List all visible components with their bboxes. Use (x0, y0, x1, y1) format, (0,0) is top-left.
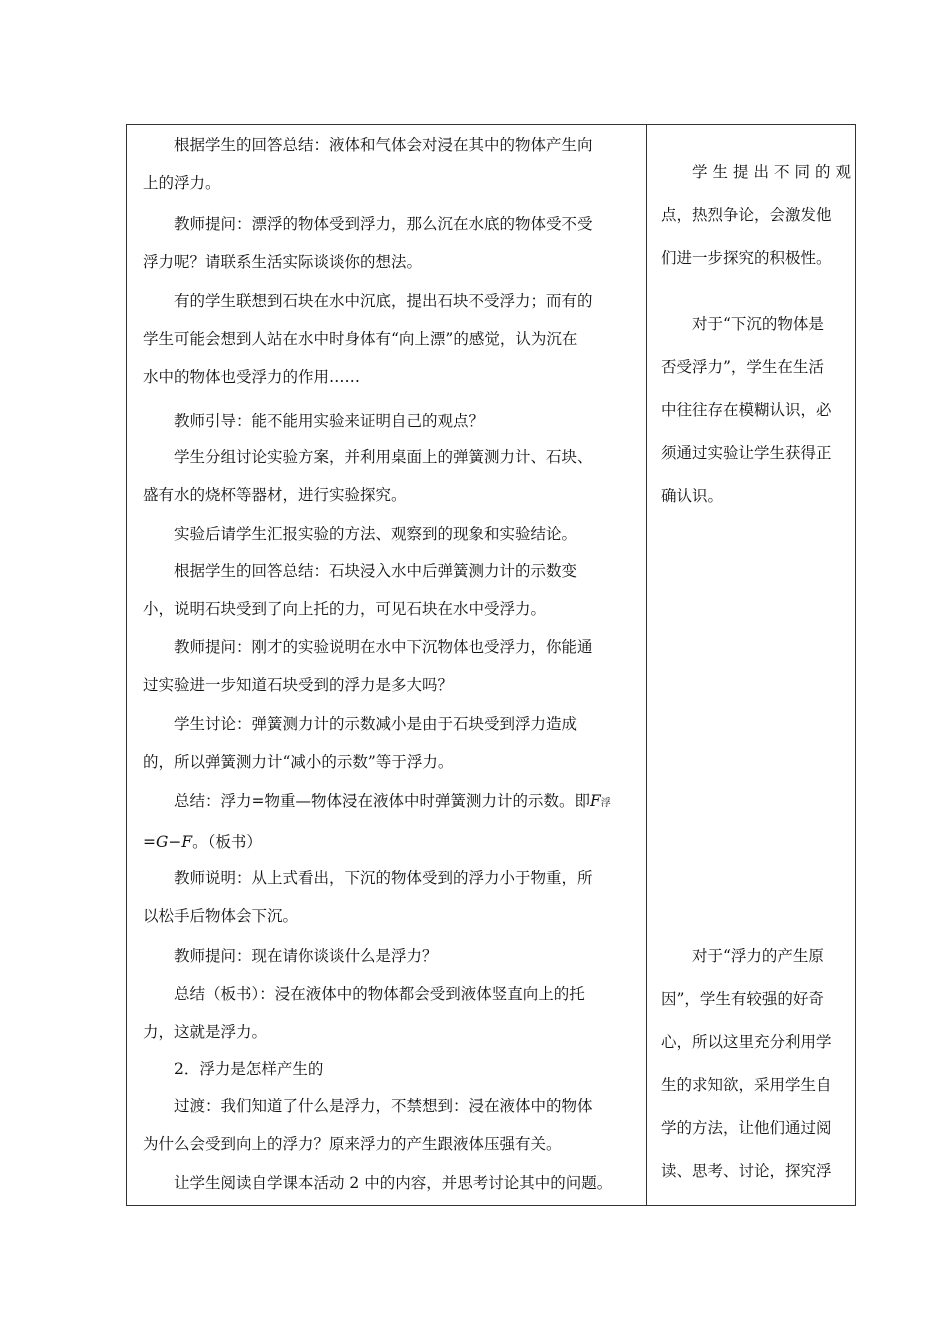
paragraph-self-study (143, 1164, 635, 1202)
column-divider (646, 125, 647, 1205)
formula-line-1 (143, 782, 635, 823)
text-line: 教师提问：刚才的实验说明在水中下沉物体也受浮力，你能通 (174, 638, 593, 656)
lesson-table (126, 124, 856, 1206)
note-buoyancy-cause (661, 935, 851, 1193)
text-line: 实验后请学生汇报实验的方法、观察到的现象和实验结论。 (174, 525, 578, 543)
formula-symbol-f: F (590, 792, 601, 810)
text-line: 学生分组讨论实验方案，并利用桌面上的弹簧测力计、石块、 (174, 448, 593, 466)
text-span: 。（板书） (192, 833, 262, 851)
text-line: 教师提问：漂浮的物体受到浮力，那么沉在水底的物体受不受 (174, 215, 593, 233)
text-line: 为什么会受到向上的浮力？原来浮力的产生跟液体压强有关。 (143, 1135, 562, 1153)
note-sinking-objects (661, 303, 851, 518)
text-line: 让学生阅读自学课本活动 2 中的内容，并思考讨论其中的问题。 (174, 1174, 613, 1192)
text-line: 对于“下沉的物体是 (692, 315, 824, 333)
text-line: 根据学生的回答总结：石块浸入水中后弹簧测力计的示数变 (174, 562, 578, 580)
text-line: 教师说明：从上式看出，下沉的物体受到的浮力小于物重，所 (174, 869, 593, 887)
paragraph-group-experiment (143, 438, 635, 514)
text-line: 盛有水的烧杯等器材，进行实验探究。 (143, 486, 407, 504)
text-line: 的，所以弹簧测力计“减小的示数”等于浮力。 (143, 753, 454, 771)
text-line: 须通过实验让学生获得正 (661, 444, 832, 462)
text-line: 生的求知欲，采用学生自 (661, 1076, 832, 1094)
text-span: 总结：浮力=物重—物体浸在液体中时弹簧测力计的示数。即 (174, 792, 590, 810)
formula-symbol-f: F (181, 833, 193, 851)
text-line: 总结（板书）：浸在液体中的物体都会受到液体竖直向上的托 (174, 985, 585, 1003)
text-line: 水中的物体也受浮力的作用…… (143, 368, 361, 386)
text-line: 学生讨论：弹簧测力计的示数减小是由于石块受到浮力造成 (174, 715, 578, 733)
paragraph-teacher-question-1 (143, 205, 635, 281)
text-line: 否受浮力”，学生在生活 (661, 358, 824, 376)
text-line: 学生可能会想到人站在水中时身体有“向上漂”的感觉，认为沉在 (143, 330, 578, 348)
text-line: 学的方法，让他们通过阅 (661, 1119, 832, 1137)
text-line: 力，这就是浮力。 (143, 1023, 268, 1041)
text-line: 学生提出不同的观 (692, 163, 851, 181)
paragraph-report (143, 515, 635, 553)
paragraph-teacher-question-2 (143, 628, 635, 704)
text-line: 教师提问：现在请你谈谈什么是浮力？ (174, 947, 438, 965)
text-line: 中往往存在模糊认识，必 (661, 401, 832, 419)
paragraph-teacher-explain (143, 859, 635, 935)
formula-symbol-g: G (156, 833, 169, 851)
formula-minus: − (168, 833, 182, 851)
text-line: 上的浮力。 (143, 174, 221, 192)
text-line: 2．浮力是怎样产生的 (174, 1060, 324, 1078)
section-heading (143, 1050, 635, 1088)
text-line: 以松手后物体会下沉。 (143, 907, 299, 925)
text-line: 浮力呢？请联系生活实际谈谈你的想法。 (143, 253, 423, 271)
text-line: 读、思考、讨论，探究浮 (661, 1162, 832, 1180)
paragraph-transition (143, 1087, 635, 1163)
paragraph-student-discussion (143, 705, 635, 781)
text-line: 心，所以这里充分利用学 (661, 1033, 832, 1051)
paragraph-definition (143, 975, 635, 1051)
paragraph-summary-1 (143, 126, 635, 202)
text-line: 教师引导：能不能用实验来证明自己的观点？ (174, 412, 485, 430)
text-line: 对于“浮力的产生原 (692, 947, 824, 965)
paragraph-formula-summary (143, 782, 635, 861)
text-line: 因”，学生有较强的好奇 (661, 990, 824, 1008)
formula-equals: = (143, 833, 156, 851)
formula-subscript: 浮 (600, 798, 611, 809)
paragraph-teacher-question-3 (143, 937, 635, 975)
text-line: 过渡：我们知道了什么是浮力，不禁想到：浸在液体中的物体 (174, 1097, 593, 1115)
text-line: 有的学生联想到石块在水中沉底，提出石块不受浮力；而有的 (174, 292, 593, 310)
text-line: 根据学生的回答总结：液体和气体会对浸在其中的物体产生向 (174, 136, 593, 154)
text-line: 点，热烈争论，会激发他 (661, 206, 832, 224)
paragraph-teacher-guide (143, 402, 635, 440)
note-debate (661, 151, 851, 280)
formula-line-2 (143, 823, 635, 861)
text-line: 确认识。 (661, 487, 724, 505)
text-line: 过实验进一步知道石块受到的浮力是多大吗？ (143, 676, 454, 694)
paragraph-summary-2 (143, 552, 635, 628)
text-line: 小，说明石块受到了向上托的力，可见石块在水中受浮力。 (143, 600, 547, 618)
paragraph-student-ideas (143, 282, 635, 396)
text-line: 们进一步探究的积极性。 (661, 249, 832, 267)
